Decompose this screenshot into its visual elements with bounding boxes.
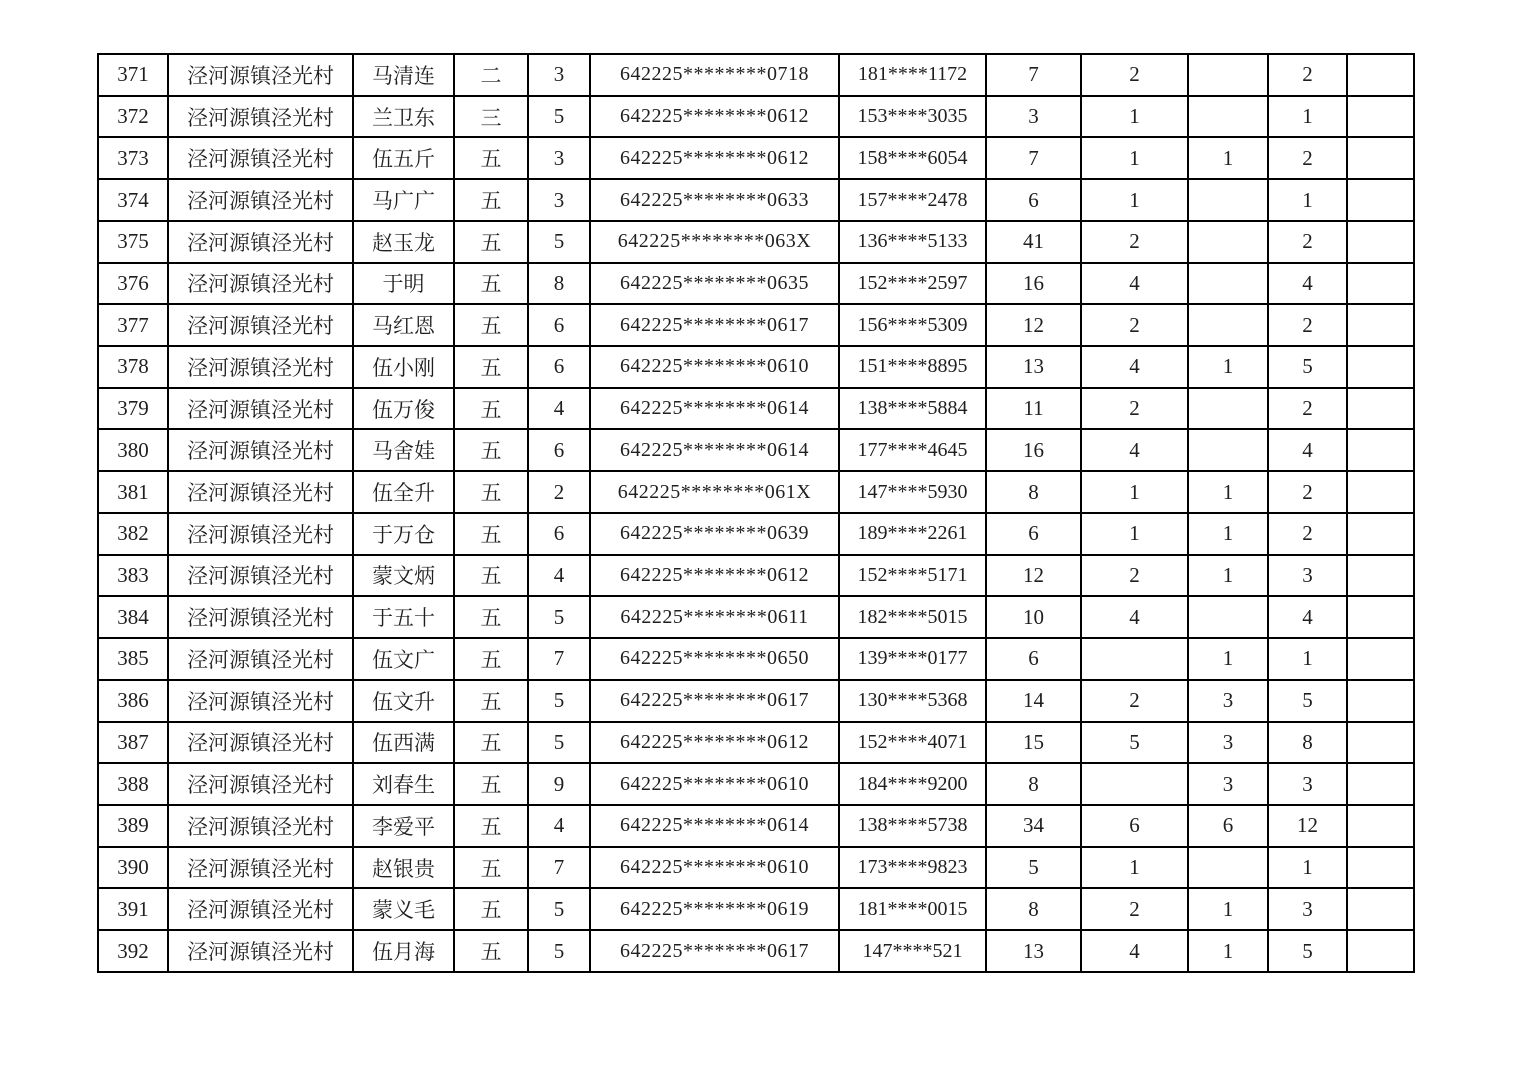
cell-count-b: 2	[1081, 680, 1188, 722]
cell-count-a: 7	[986, 54, 1081, 96]
cell-seq: 375	[98, 221, 168, 263]
cell-count-c	[1188, 847, 1268, 889]
cell-group: 五	[454, 263, 528, 305]
table-row	[98, 304, 1414, 346]
cell-id-number: 642225********0612	[590, 137, 839, 179]
cell-phone: 158****6054	[839, 137, 986, 179]
cell-phone: 184****9200	[839, 763, 986, 805]
cell-group: 五	[454, 930, 528, 972]
cell-members: 6	[528, 346, 590, 388]
cell-seq: 373	[98, 137, 168, 179]
cell-seq: 374	[98, 179, 168, 221]
cell-remark	[1347, 263, 1414, 305]
cell-seq: 388	[98, 763, 168, 805]
cell-count-b: 1	[1081, 847, 1188, 889]
cell-seq: 382	[98, 513, 168, 555]
cell-phone: 151****8895	[839, 346, 986, 388]
cell-name: 刘春生	[353, 763, 454, 805]
cell-group: 五	[454, 388, 528, 430]
table-row	[98, 930, 1414, 972]
cell-count-a: 12	[986, 304, 1081, 346]
cell-count-total: 2	[1268, 54, 1347, 96]
cell-count-c: 6	[1188, 805, 1268, 847]
cell-members: 7	[528, 847, 590, 889]
cell-village: 泾河源镇泾光村	[168, 263, 353, 305]
resident-roster-table	[97, 53, 1415, 973]
cell-seq: 387	[98, 722, 168, 764]
cell-count-c	[1188, 388, 1268, 430]
cell-phone: 136****5133	[839, 221, 986, 263]
cell-name: 伍小刚	[353, 346, 454, 388]
cell-name: 伍五斤	[353, 137, 454, 179]
cell-phone: 147****521	[839, 930, 986, 972]
cell-village: 泾河源镇泾光村	[168, 638, 353, 680]
cell-phone: 189****2261	[839, 513, 986, 555]
cell-group: 二	[454, 54, 528, 96]
cell-village: 泾河源镇泾光村	[168, 388, 353, 430]
cell-count-total: 5	[1268, 930, 1347, 972]
cell-remark	[1347, 722, 1414, 764]
cell-count-b: 4	[1081, 930, 1188, 972]
cell-id-number: 642225********0614	[590, 429, 839, 471]
cell-count-b	[1081, 638, 1188, 680]
cell-village: 泾河源镇泾光村	[168, 429, 353, 471]
cell-name: 伍西满	[353, 722, 454, 764]
cell-count-a: 5	[986, 847, 1081, 889]
cell-count-b: 2	[1081, 388, 1188, 430]
cell-group: 五	[454, 346, 528, 388]
cell-count-b: 4	[1081, 263, 1188, 305]
cell-name: 马广广	[353, 179, 454, 221]
cell-count-a: 16	[986, 263, 1081, 305]
cell-count-total: 3	[1268, 888, 1347, 930]
cell-count-total: 1	[1268, 638, 1347, 680]
cell-name: 蒙文炳	[353, 555, 454, 597]
cell-id-number: 642225********061X	[590, 471, 839, 513]
cell-phone: 153****3035	[839, 96, 986, 138]
cell-name: 伍万俊	[353, 388, 454, 430]
cell-village: 泾河源镇泾光村	[168, 930, 353, 972]
cell-name: 马红恩	[353, 304, 454, 346]
cell-count-b: 4	[1081, 346, 1188, 388]
cell-count-b: 2	[1081, 555, 1188, 597]
cell-count-a: 11	[986, 388, 1081, 430]
cell-village: 泾河源镇泾光村	[168, 54, 353, 96]
cell-count-b: 1	[1081, 513, 1188, 555]
cell-name: 李爱平	[353, 805, 454, 847]
cell-id-number: 642225********0610	[590, 847, 839, 889]
cell-count-c	[1188, 263, 1268, 305]
cell-village: 泾河源镇泾光村	[168, 346, 353, 388]
cell-name: 伍月海	[353, 930, 454, 972]
cell-members: 3	[528, 137, 590, 179]
cell-count-b: 2	[1081, 888, 1188, 930]
cell-id-number: 642225********0650	[590, 638, 839, 680]
cell-phone: 182****5015	[839, 596, 986, 638]
cell-count-c: 1	[1188, 471, 1268, 513]
cell-name: 伍全升	[353, 471, 454, 513]
cell-group: 三	[454, 96, 528, 138]
cell-count-c: 3	[1188, 680, 1268, 722]
cell-count-b: 2	[1081, 54, 1188, 96]
cell-remark	[1347, 888, 1414, 930]
cell-seq: 378	[98, 346, 168, 388]
cell-count-total: 1	[1268, 96, 1347, 138]
cell-count-c: 3	[1188, 763, 1268, 805]
cell-id-number: 642225********0610	[590, 763, 839, 805]
cell-count-b: 4	[1081, 429, 1188, 471]
cell-members: 9	[528, 763, 590, 805]
table-row	[98, 429, 1414, 471]
cell-count-a: 8	[986, 763, 1081, 805]
cell-name: 马舍娃	[353, 429, 454, 471]
cell-id-number: 642225********0612	[590, 555, 839, 597]
cell-name: 蒙义毛	[353, 888, 454, 930]
cell-count-total: 4	[1268, 429, 1347, 471]
cell-seq: 377	[98, 304, 168, 346]
table-row	[98, 555, 1414, 597]
cell-village: 泾河源镇泾光村	[168, 847, 353, 889]
cell-count-total: 4	[1268, 596, 1347, 638]
cell-name: 于万仓	[353, 513, 454, 555]
cell-group: 五	[454, 429, 528, 471]
cell-count-c: 1	[1188, 888, 1268, 930]
cell-count-c	[1188, 179, 1268, 221]
cell-count-b: 2	[1081, 221, 1188, 263]
cell-id-number: 642225********0617	[590, 930, 839, 972]
cell-village: 泾河源镇泾光村	[168, 513, 353, 555]
cell-members: 7	[528, 638, 590, 680]
cell-count-total: 12	[1268, 805, 1347, 847]
cell-count-a: 6	[986, 638, 1081, 680]
table-row	[98, 847, 1414, 889]
cell-count-a: 41	[986, 221, 1081, 263]
table-row	[98, 346, 1414, 388]
cell-phone: 139****0177	[839, 638, 986, 680]
cell-group: 五	[454, 471, 528, 513]
cell-seq: 372	[98, 96, 168, 138]
cell-count-a: 6	[986, 179, 1081, 221]
cell-count-a: 6	[986, 513, 1081, 555]
cell-id-number: 642225********0619	[590, 888, 839, 930]
cell-name: 马清连	[353, 54, 454, 96]
cell-remark	[1347, 847, 1414, 889]
cell-phone: 130****5368	[839, 680, 986, 722]
cell-remark	[1347, 429, 1414, 471]
cell-members: 4	[528, 805, 590, 847]
cell-count-a: 13	[986, 930, 1081, 972]
cell-id-number: 642225********0718	[590, 54, 839, 96]
table-row	[98, 888, 1414, 930]
cell-count-a: 8	[986, 888, 1081, 930]
cell-village: 泾河源镇泾光村	[168, 137, 353, 179]
cell-count-c	[1188, 596, 1268, 638]
cell-count-total: 8	[1268, 722, 1347, 764]
cell-group: 五	[454, 304, 528, 346]
cell-village: 泾河源镇泾光村	[168, 680, 353, 722]
cell-count-total: 5	[1268, 680, 1347, 722]
cell-village: 泾河源镇泾光村	[168, 96, 353, 138]
cell-count-b: 4	[1081, 596, 1188, 638]
cell-village: 泾河源镇泾光村	[168, 888, 353, 930]
cell-count-total: 2	[1268, 137, 1347, 179]
cell-count-b: 1	[1081, 137, 1188, 179]
cell-count-total: 1	[1268, 847, 1347, 889]
cell-remark	[1347, 680, 1414, 722]
cell-count-a: 14	[986, 680, 1081, 722]
table-row	[98, 54, 1414, 96]
cell-count-b: 5	[1081, 722, 1188, 764]
cell-remark	[1347, 596, 1414, 638]
cell-phone: 181****0015	[839, 888, 986, 930]
cell-count-total: 1	[1268, 179, 1347, 221]
cell-members: 5	[528, 221, 590, 263]
cell-count-c	[1188, 221, 1268, 263]
cell-count-a: 34	[986, 805, 1081, 847]
cell-count-a: 15	[986, 722, 1081, 764]
cell-count-a: 8	[986, 471, 1081, 513]
cell-count-a: 7	[986, 137, 1081, 179]
cell-members: 5	[528, 596, 590, 638]
cell-seq: 385	[98, 638, 168, 680]
cell-seq: 383	[98, 555, 168, 597]
cell-id-number: 642225********0614	[590, 805, 839, 847]
roster-body	[98, 54, 1414, 972]
cell-count-b: 1	[1081, 96, 1188, 138]
cell-members: 4	[528, 388, 590, 430]
cell-id-number: 642225********0617	[590, 680, 839, 722]
cell-members: 8	[528, 263, 590, 305]
cell-phone: 177****4645	[839, 429, 986, 471]
cell-phone: 152****4071	[839, 722, 986, 764]
cell-members: 6	[528, 429, 590, 471]
cell-group: 五	[454, 513, 528, 555]
cell-remark	[1347, 555, 1414, 597]
cell-count-a: 12	[986, 555, 1081, 597]
cell-members: 2	[528, 471, 590, 513]
cell-members: 5	[528, 722, 590, 764]
table-row	[98, 763, 1414, 805]
cell-count-c: 1	[1188, 346, 1268, 388]
cell-count-total: 2	[1268, 221, 1347, 263]
cell-id-number: 642225********0639	[590, 513, 839, 555]
table-row	[98, 221, 1414, 263]
cell-seq: 384	[98, 596, 168, 638]
cell-count-c: 3	[1188, 722, 1268, 764]
cell-name: 伍文广	[353, 638, 454, 680]
table-row	[98, 638, 1414, 680]
table-row	[98, 179, 1414, 221]
cell-group: 五	[454, 638, 528, 680]
cell-remark	[1347, 137, 1414, 179]
cell-phone: 152****2597	[839, 263, 986, 305]
cell-seq: 371	[98, 54, 168, 96]
cell-remark	[1347, 388, 1414, 430]
cell-count-c	[1188, 429, 1268, 471]
cell-seq: 380	[98, 429, 168, 471]
cell-remark	[1347, 179, 1414, 221]
cell-group: 五	[454, 847, 528, 889]
cell-village: 泾河源镇泾光村	[168, 763, 353, 805]
cell-name: 于五十	[353, 596, 454, 638]
cell-phone: 173****9823	[839, 847, 986, 889]
cell-members: 5	[528, 888, 590, 930]
cell-members: 6	[528, 304, 590, 346]
cell-id-number: 642225********063X	[590, 221, 839, 263]
table-row	[98, 137, 1414, 179]
cell-id-number: 642225********0612	[590, 96, 839, 138]
table-row	[98, 96, 1414, 138]
cell-group: 五	[454, 596, 528, 638]
table-row	[98, 388, 1414, 430]
cell-remark	[1347, 805, 1414, 847]
cell-village: 泾河源镇泾光村	[168, 555, 353, 597]
cell-village: 泾河源镇泾光村	[168, 221, 353, 263]
cell-name: 于明	[353, 263, 454, 305]
cell-seq: 381	[98, 471, 168, 513]
cell-count-total: 3	[1268, 763, 1347, 805]
cell-name: 赵银贵	[353, 847, 454, 889]
cell-count-b: 2	[1081, 304, 1188, 346]
cell-phone: 138****5738	[839, 805, 986, 847]
cell-remark	[1347, 513, 1414, 555]
cell-remark	[1347, 304, 1414, 346]
cell-remark	[1347, 930, 1414, 972]
table-row	[98, 680, 1414, 722]
cell-name: 赵玉龙	[353, 221, 454, 263]
cell-phone: 138****5884	[839, 388, 986, 430]
table-row	[98, 471, 1414, 513]
cell-count-a: 3	[986, 96, 1081, 138]
cell-id-number: 642225********0635	[590, 263, 839, 305]
cell-count-b: 6	[1081, 805, 1188, 847]
cell-remark	[1347, 96, 1414, 138]
cell-count-c	[1188, 96, 1268, 138]
cell-members: 5	[528, 96, 590, 138]
cell-count-total: 2	[1268, 513, 1347, 555]
cell-members: 6	[528, 513, 590, 555]
cell-count-c: 1	[1188, 137, 1268, 179]
cell-group: 五	[454, 763, 528, 805]
cell-remark	[1347, 763, 1414, 805]
cell-members: 3	[528, 54, 590, 96]
cell-count-c	[1188, 54, 1268, 96]
cell-village: 泾河源镇泾光村	[168, 179, 353, 221]
cell-count-a: 13	[986, 346, 1081, 388]
table-row	[98, 805, 1414, 847]
cell-remark	[1347, 221, 1414, 263]
table-row	[98, 263, 1414, 305]
cell-id-number: 642225********0614	[590, 388, 839, 430]
cell-id-number: 642225********0610	[590, 346, 839, 388]
cell-seq: 386	[98, 680, 168, 722]
cell-count-total: 2	[1268, 388, 1347, 430]
cell-id-number: 642225********0611	[590, 596, 839, 638]
cell-phone: 181****1172	[839, 54, 986, 96]
cell-name: 伍文升	[353, 680, 454, 722]
cell-seq: 376	[98, 263, 168, 305]
cell-count-total: 5	[1268, 346, 1347, 388]
cell-group: 五	[454, 722, 528, 764]
cell-count-b	[1081, 763, 1188, 805]
cell-count-c	[1188, 304, 1268, 346]
cell-group: 五	[454, 805, 528, 847]
cell-members: 5	[528, 930, 590, 972]
cell-group: 五	[454, 221, 528, 263]
cell-group: 五	[454, 179, 528, 221]
cell-village: 泾河源镇泾光村	[168, 596, 353, 638]
cell-members: 4	[528, 555, 590, 597]
cell-remark	[1347, 54, 1414, 96]
cell-members: 5	[528, 680, 590, 722]
cell-group: 五	[454, 888, 528, 930]
cell-count-a: 16	[986, 429, 1081, 471]
cell-members: 3	[528, 179, 590, 221]
cell-group: 五	[454, 680, 528, 722]
cell-remark	[1347, 471, 1414, 513]
cell-group: 五	[454, 555, 528, 597]
table-row	[98, 722, 1414, 764]
cell-count-b: 1	[1081, 179, 1188, 221]
table-row	[98, 513, 1414, 555]
cell-group: 五	[454, 137, 528, 179]
cell-phone: 147****5930	[839, 471, 986, 513]
cell-seq: 391	[98, 888, 168, 930]
cell-count-total: 2	[1268, 304, 1347, 346]
cell-remark	[1347, 638, 1414, 680]
cell-name: 兰卫东	[353, 96, 454, 138]
cell-village: 泾河源镇泾光村	[168, 722, 353, 764]
cell-count-a: 10	[986, 596, 1081, 638]
cell-phone: 156****5309	[839, 304, 986, 346]
cell-seq: 390	[98, 847, 168, 889]
cell-seq: 392	[98, 930, 168, 972]
cell-seq: 379	[98, 388, 168, 430]
cell-village: 泾河源镇泾光村	[168, 304, 353, 346]
cell-phone: 157****2478	[839, 179, 986, 221]
table-row	[98, 596, 1414, 638]
cell-count-c: 1	[1188, 638, 1268, 680]
cell-remark	[1347, 346, 1414, 388]
cell-seq: 389	[98, 805, 168, 847]
cell-id-number: 642225********0617	[590, 304, 839, 346]
cell-id-number: 642225********0633	[590, 179, 839, 221]
cell-village: 泾河源镇泾光村	[168, 805, 353, 847]
cell-count-c: 1	[1188, 513, 1268, 555]
cell-count-total: 2	[1268, 471, 1347, 513]
cell-count-total: 4	[1268, 263, 1347, 305]
cell-village: 泾河源镇泾光村	[168, 471, 353, 513]
cell-count-c: 1	[1188, 555, 1268, 597]
cell-count-c: 1	[1188, 930, 1268, 972]
cell-count-total: 3	[1268, 555, 1347, 597]
cell-phone: 152****5171	[839, 555, 986, 597]
cell-id-number: 642225********0612	[590, 722, 839, 764]
cell-count-b: 1	[1081, 471, 1188, 513]
